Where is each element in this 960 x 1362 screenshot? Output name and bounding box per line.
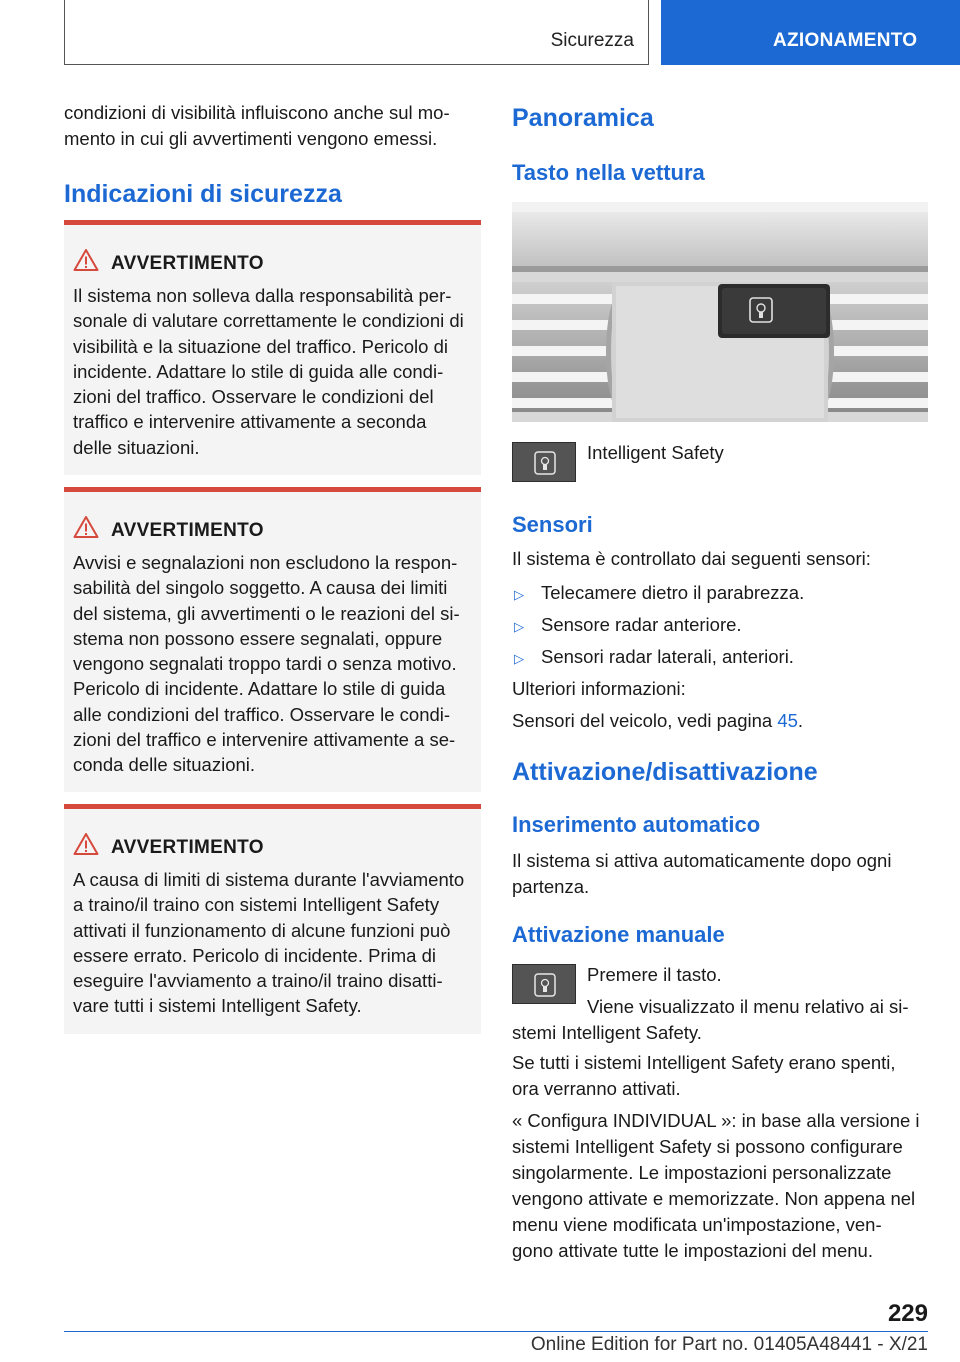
sensors-intro: Il sistema è controllato dai seguenti sensori:: [512, 548, 871, 569]
manual-line-2: stemi Intelligent Safety.: [512, 1022, 702, 1043]
footer-divider: [64, 1331, 928, 1332]
warning-line: sabilità del singolo soggetto. A causa dei limiti: [73, 577, 448, 599]
more-info-label: Ulteriori informazioni:: [512, 678, 686, 699]
warning-line: eseguire l'avviamento a traino/il traino disatti-: [73, 970, 443, 992]
manual-press: Premere il tasto.: [587, 964, 722, 985]
header-chapter-tab: [661, 0, 960, 65]
heading-sensors: Sensori: [512, 512, 593, 537]
heading-button-in-vehicle: Tasto nella vettura: [512, 160, 705, 185]
warning-title: AVVERTIMENTO: [111, 837, 264, 858]
warning-line: zioni del traffico. Osservare le condizioni del: [73, 386, 434, 408]
warning-line: vare tutti i sistemi Intelligent Safety.: [73, 995, 362, 1017]
warning-title: AVVERTIMENTO: [111, 253, 264, 274]
warning-line: traffico e intervenire attivamente a seconda: [73, 411, 427, 433]
warning-line: vengono segnalati troppo tardi o senza motivo.: [73, 653, 457, 675]
warning-line: Avvisi e segnalazioni non escludono la respon-: [73, 552, 458, 573]
see-page-reference: Sensori del veicolo, vedi pagina 45.: [512, 710, 804, 731]
warning-triangle-icon: [73, 248, 99, 272]
warning-line: A causa di limiti di sistema durante l'avviamento: [73, 869, 465, 890]
warning-triangle-icon: [73, 832, 99, 856]
para-off-line-2: ora verranno attivati.: [512, 1078, 681, 1099]
intro-line-2: mento in cui gli avvertimenti vengono emessi.: [64, 128, 438, 149]
bullet-triangle-icon: ▷: [514, 651, 524, 666]
para-config-line: « Configura INDIVIDUAL »: in base alla versione i: [512, 1110, 920, 1131]
para-config-line: sistemi Intelligent Safety si possono configurare: [512, 1136, 903, 1157]
heading-manual: Attivazione manuale: [512, 922, 725, 947]
header-section-tab: [64, 0, 649, 65]
auto-line-1: Il sistema si attiva automaticamente dopo ogni: [512, 850, 892, 871]
heading-automatic: Inserimento automatico: [512, 812, 761, 837]
warning-box-2: [64, 487, 481, 792]
car-shield-icon: [513, 443, 577, 483]
footer-edition: Online Edition for Part no. 01405A48441 - X/21: [530, 1334, 928, 1355]
warning-line: visibilità e la situazione del traffico. Pericolo di: [73, 335, 448, 357]
para-config-line: menu viene modificata un'impostazione, ven-: [512, 1214, 882, 1235]
warning-line: conda delle situazioni.: [73, 754, 256, 776]
manual-line-1: Viene visualizzato il menu relativo ai si-: [587, 996, 909, 1017]
bullet-triangle-icon: ▷: [514, 587, 524, 602]
warning-line: zioni del traffico e intervenire attivamente a se-: [73, 729, 456, 751]
warning-line: attivati il funzionamento di alcune funzioni può: [73, 919, 451, 941]
header-section-label: Sicurezza: [550, 30, 634, 51]
heading-overview: Panoramica: [512, 104, 654, 132]
intelligent-safety-button-icon: [512, 442, 576, 482]
warning-line: a traino/il traino con sistemi Intelligent Safety: [73, 894, 440, 916]
vehicle-button-photo: [512, 202, 928, 422]
warning-line: Il sistema non solleva dalla responsabilità per-: [73, 285, 452, 306]
warning-line: alle condizioni del traffico. Osservare le condi-: [73, 703, 451, 725]
warning-line: Pericolo di incidente. Adattare lo stile di guida: [73, 678, 446, 700]
intro-line-1: condizioni di visibilità influiscono anche sul mo-: [64, 102, 450, 123]
heading-safety-notes: Indicazioni di sicurezza: [64, 180, 342, 208]
para-config-line: vengono attivate e memorizzate. Non appena nel: [512, 1188, 916, 1209]
car-shield-icon: [513, 965, 577, 1005]
para-off-line-1: Se tutti i sistemi Intelligent Safety erano spenti,: [512, 1052, 896, 1073]
warning-text: [73, 867, 477, 1019]
para-config-line: singolarmente. Le impostazioni personalizzate: [512, 1162, 892, 1183]
warning-box-3: [64, 804, 481, 1034]
warning-triangle-icon: [73, 515, 99, 539]
warning-box-1: [64, 220, 481, 475]
para-config-line: gono attivate tutte le impostazioni del menu.: [512, 1240, 873, 1261]
auto-line-2: partenza.: [512, 876, 590, 897]
page-link-45[interactable]: 45: [777, 710, 798, 731]
button-caption: Intelligent Safety: [587, 442, 724, 463]
intelligent-safety-button-icon-2: [512, 964, 576, 1004]
warning-line: incidente. Adattare lo stile di guida alle condi-: [73, 360, 444, 382]
heading-activation: Attivazione/disattivazione: [512, 758, 818, 786]
warning-title: AVVERTIMENTO: [111, 520, 264, 541]
warning-line: sonale di valutare correttamente le condizioni di: [73, 310, 464, 332]
warning-line: essere errato. Pericolo di incidente. Prima di: [73, 944, 436, 966]
header-chapter-label: AZIONAMENTO: [773, 30, 918, 51]
warning-line: delle situazioni.: [73, 436, 200, 458]
warning-text: [73, 550, 477, 778]
page-number: 229: [887, 1300, 928, 1327]
warning-line: del sistema, gli avvertimenti o le reazioni del si-: [73, 602, 460, 624]
warning-text: [73, 283, 477, 460]
warning-line: stema non possono essere segnalati, oppure: [73, 627, 443, 649]
bullet-triangle-icon: ▷: [514, 619, 524, 634]
